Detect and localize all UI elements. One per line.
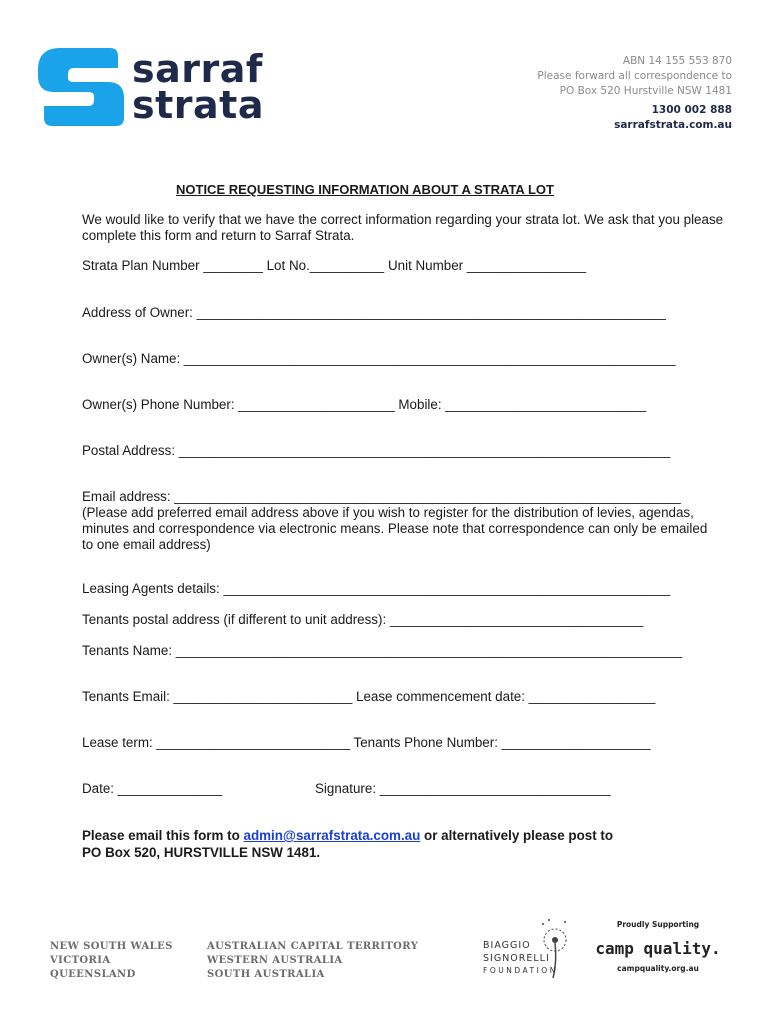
sarraf-strata-logo: [38, 48, 298, 128]
biaggio-signorelli-logo: [483, 918, 573, 982]
camp-quality-logo: [588, 920, 728, 984]
abn-text: ABN 14 155 553 870: [622, 55, 732, 67]
intro-paragraph: We would like to verify that we have the correct information regarding your strata lot. We ask that you please complete this form and return to Sarraf Strata.: [82, 212, 724, 243]
strata-plan-line: Strata Plan Number ________ Lot No.__________ Unit Number ________________: [82, 258, 587, 273]
proudly-supporting-text: Proudly Supporting: [616, 920, 700, 929]
po-box-instruction: PO Box 520, HURSTVILLE NSW 1481.: [82, 845, 321, 860]
camp-quality-wordmark: camp quality.: [595, 939, 721, 958]
owner-phone-line: Owner(s) Phone Number: _____________________ Mobile: ___________________________: [82, 397, 647, 412]
state-qld: QUEENSLAND: [50, 969, 136, 980]
instructions-text-end: or alternatively please post to: [420, 828, 614, 843]
phone-text: 1300 002 888: [651, 104, 732, 116]
correspondence-text: Please forward all correspondence to: [537, 70, 732, 82]
form-title: NOTICE REQUESTING INFORMATION ABOUT A STRATA LOT: [176, 182, 554, 197]
state-wa: WESTERN AUSTRALIA: [207, 955, 343, 966]
biaggio-text: BIAGGIO: [483, 940, 531, 951]
state-vic: VICTORIA: [50, 955, 111, 966]
signature-line: Signature: _______________________________: [315, 781, 611, 796]
foundation-text: FOUNDATION: [483, 966, 558, 975]
states-column-1: [50, 940, 173, 982]
logo-word-sarraf: sarraf: [132, 47, 263, 91]
tenants-email-line: Tenants Email: ________________________ Lease commencement date: _________________: [82, 689, 656, 704]
website-text: sarrafstrata.com.au: [614, 119, 732, 131]
state-act: AUSTRALIAN CAPITAL TERRITORY: [207, 941, 419, 952]
instructions-text-start: Please email this form to: [82, 828, 244, 843]
sarraf-s-logo-icon: [38, 48, 124, 126]
tenants-name-line: Tenants Name: ____________________________________________________________________: [82, 643, 683, 658]
tenants-postal-line: Tenants postal address (if different to unit address): __________________________________: [82, 612, 644, 627]
lease-term-line: Lease term: __________________________ Tenants Phone Number: ____________________: [82, 735, 651, 750]
po-box-text: PO Box 520 Hurstville NSW 1481: [559, 85, 732, 97]
email-address-line: Email address: ____________________________________________________________________: [82, 489, 681, 504]
date-line: Date: ______________: [82, 781, 222, 796]
email-note: (Please add preferred email address above if you wish to register for the distribution of levies, agendas, minutes and correspondence via electronic means. Please note that correspondence can only be emailed to one email address): [82, 505, 708, 552]
address-of-owner-line: Address of Owner: _______________________________________________________________: [82, 305, 666, 320]
owner-name-line: Owner(s) Name: __________________________________________________________________: [82, 351, 676, 366]
leasing-agents-line: Leasing Agents details: ____________________________________________________________: [82, 581, 671, 596]
states-column-2: [207, 940, 418, 982]
admin-email-link[interactable]: admin@sarrafstrata.com.au: [243, 828, 421, 843]
state-nsw: NEW SOUTH WALES: [50, 941, 173, 952]
submission-instructions: [82, 827, 613, 861]
signorelli-text: SIGNORELLI: [483, 953, 550, 964]
logo-word-strata: strata: [132, 83, 264, 127]
postal-address-line: Postal Address: __________________________________________________________________: [82, 443, 671, 458]
camp-quality-url: campquality.org.au: [617, 964, 699, 973]
state-sa: SOUTH AUSTRALIA: [207, 969, 325, 980]
contact-block: [537, 54, 732, 133]
